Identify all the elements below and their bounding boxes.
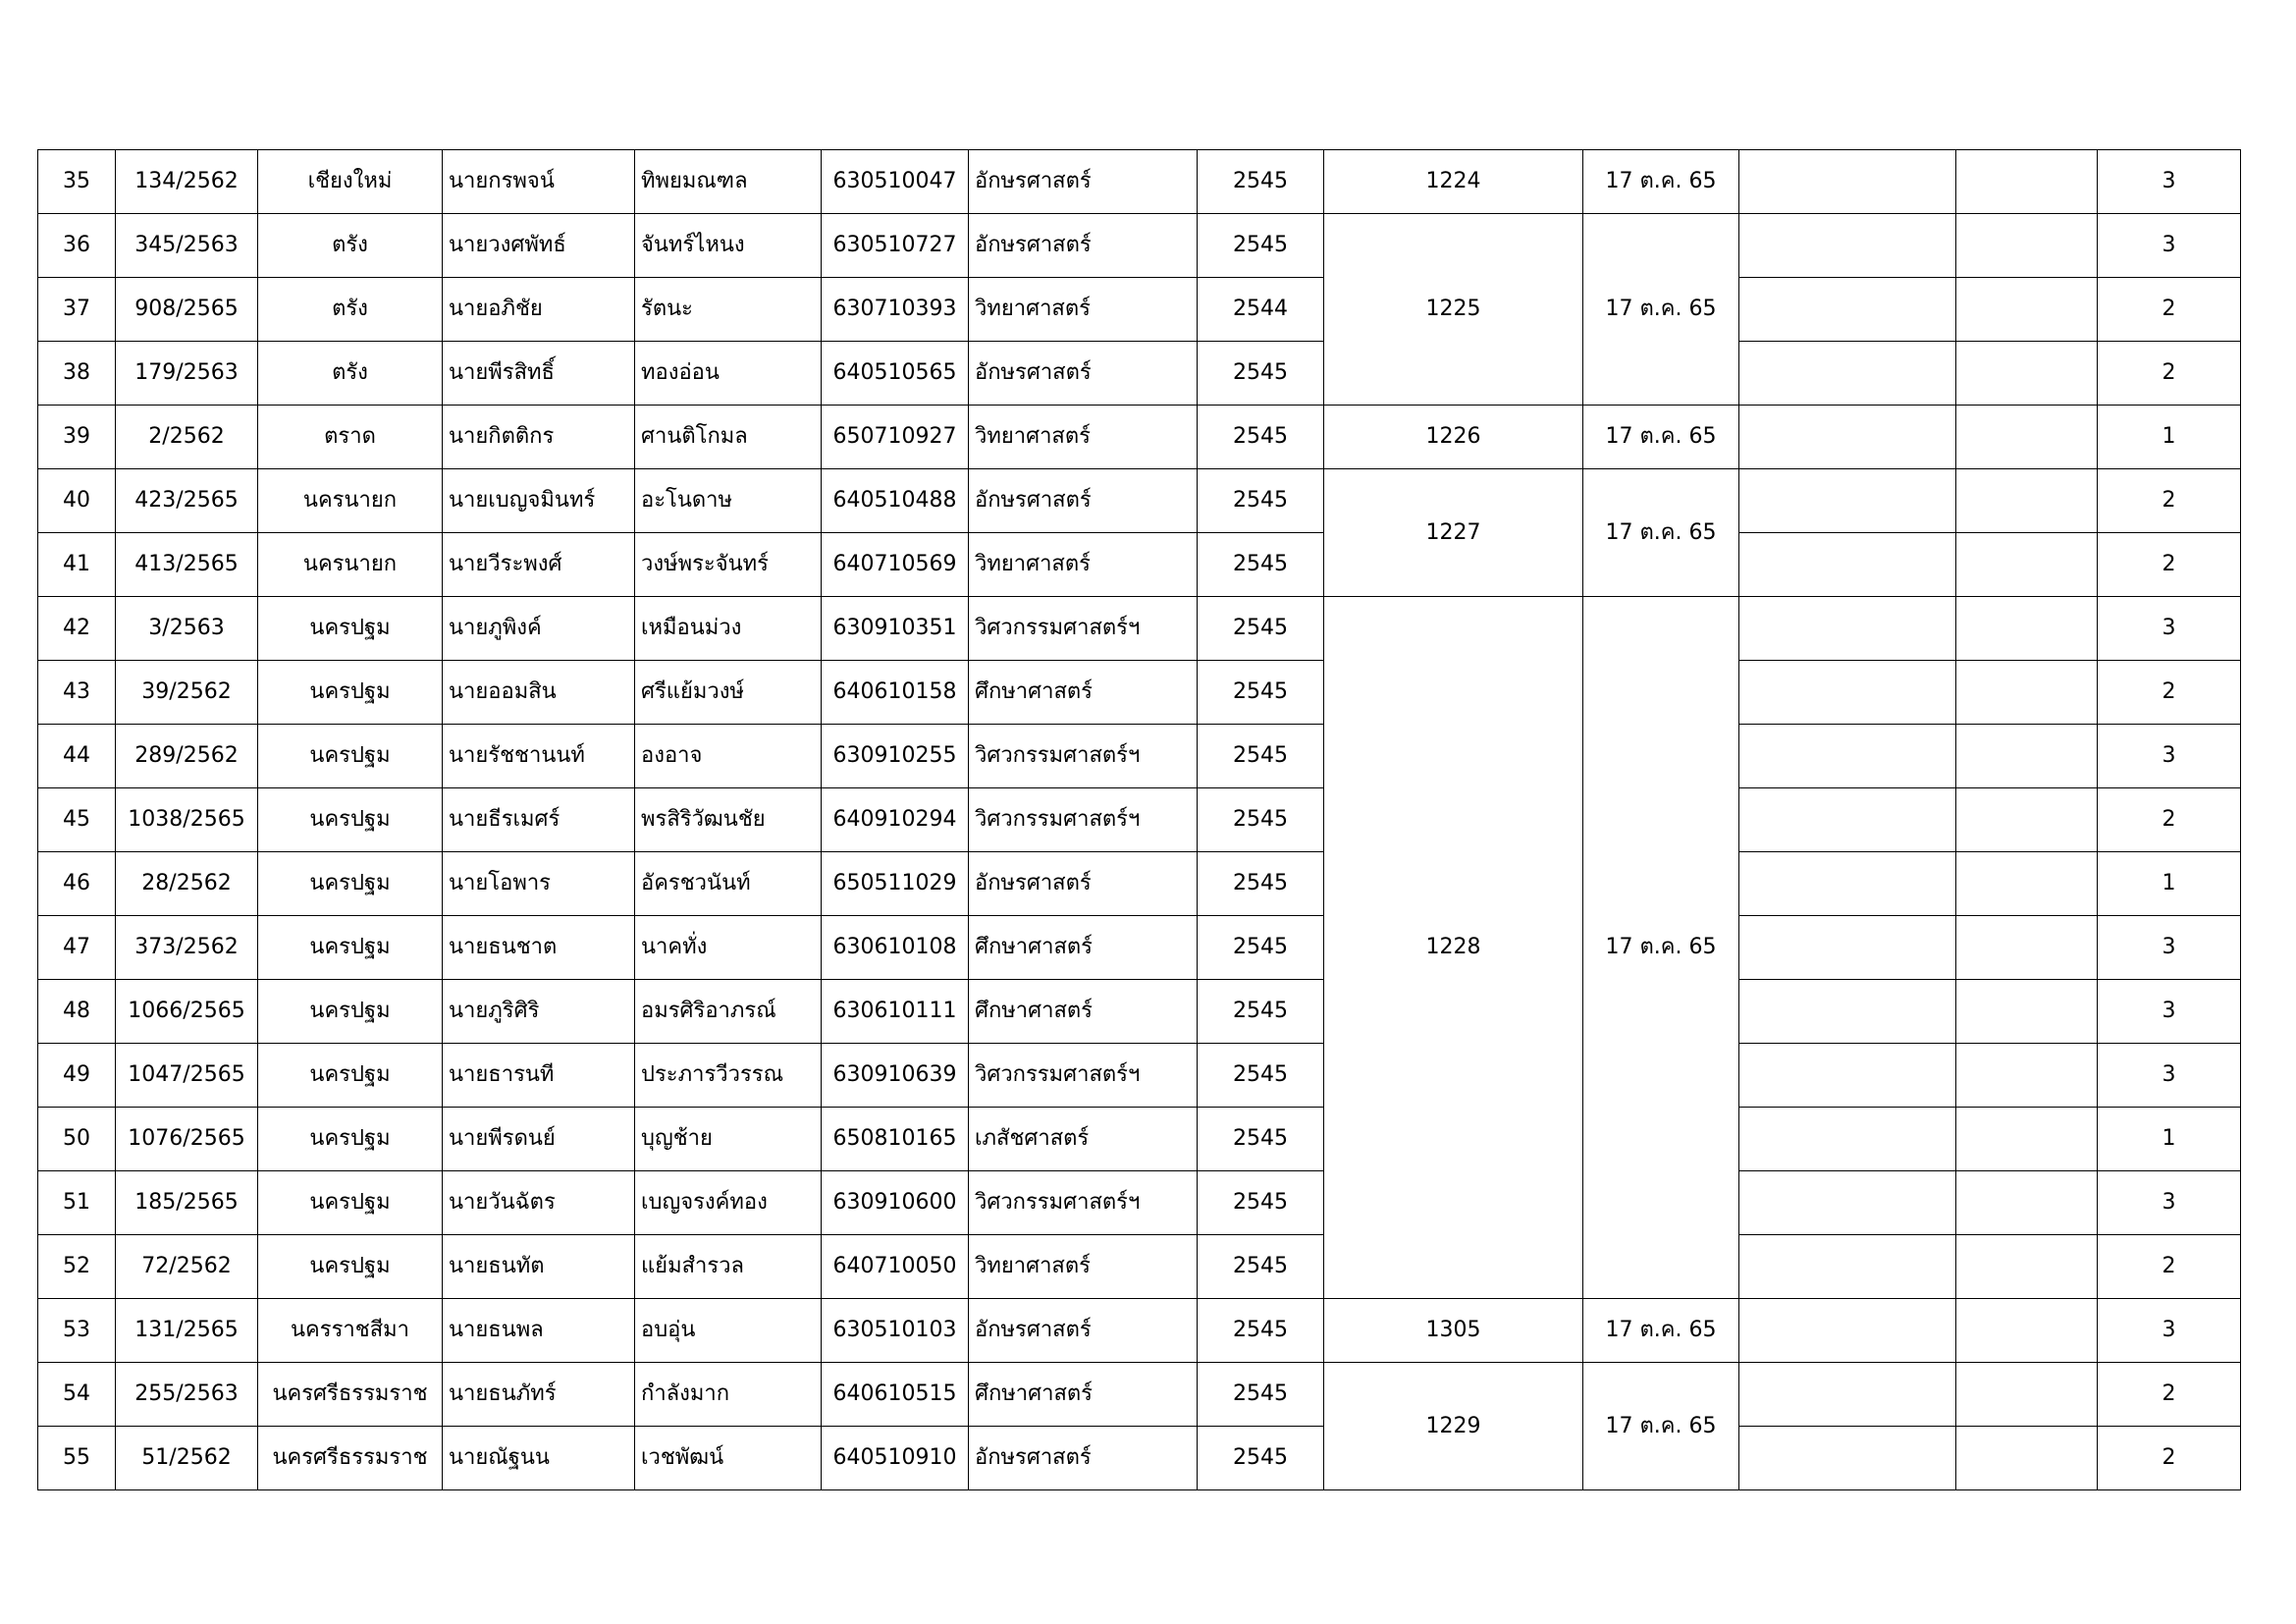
cell-blank-1 [1739,1108,1956,1171]
cell-last-name: บุญช้าย [635,1108,822,1171]
cell-date: 17 ต.ค. 65 [1583,597,1739,1299]
cell-province: นครราชสีมา [258,1299,443,1363]
table-body [38,150,2241,1490]
cell-student-id: 630910639 [822,1044,969,1108]
cell-number: 43 [38,661,116,725]
cell-province: นครนายก [258,533,443,597]
cell-birth-year: 2545 [1198,788,1324,852]
cell-province: นครศรีธรรมราช [258,1427,443,1490]
cell-blank-1 [1739,661,1956,725]
cell-reference: 908/2565 [116,278,258,342]
cell-reference: 1038/2565 [116,788,258,852]
cell-reference: 28/2562 [116,852,258,916]
cell-faculty: ศึกษาศาสตร์ [969,980,1198,1044]
cell-date: 17 ต.ค. 65 [1583,1299,1739,1363]
cell-reference: 185/2565 [116,1171,258,1235]
cell-student-id: 640610158 [822,661,969,725]
cell-number: 38 [38,342,116,406]
cell-faculty: วิทยาศาสตร์ [969,533,1198,597]
table-row [38,469,2241,533]
cell-reference: 39/2562 [116,661,258,725]
cell-province: นครปฐม [258,661,443,725]
cell-blank-2 [1956,980,2098,1044]
cell-faculty: วิศวกรรมศาสตร์ฯ [969,788,1198,852]
cell-last-name: เวชพัฒน์ [635,1427,822,1490]
cell-student-id: 650511029 [822,852,969,916]
cell-student-id: 630510047 [822,150,969,214]
table-row [38,852,2241,916]
cell-faculty: วิศวกรรมศาสตร์ฯ [969,1044,1198,1108]
cell-blank-1 [1739,788,1956,852]
cell-number: 54 [38,1363,116,1427]
cell-blank-2 [1956,852,2098,916]
cell-last-name: อะโนดาษ [635,469,822,533]
cell-date: 17 ต.ค. 65 [1583,469,1739,597]
cell-count: 2 [2098,1235,2241,1299]
cell-first-name: นายอภิชัย [443,278,635,342]
cell-student-id: 640510910 [822,1427,969,1490]
cell-student-id: 630910351 [822,597,969,661]
cell-reference: 289/2562 [116,725,258,788]
cell-count: 1 [2098,1108,2241,1171]
cell-student-id: 630910255 [822,725,969,788]
cell-province: นครปฐม [258,725,443,788]
table-row [38,725,2241,788]
cell-count: 2 [2098,533,2241,597]
cell-faculty: อักษรศาสตร์ [969,1427,1198,1490]
cell-last-name: อมรศิริอาภรณ์ [635,980,822,1044]
cell-faculty: ศึกษาศาสตร์ [969,1363,1198,1427]
cell-first-name: นายธนภัทร์ [443,1363,635,1427]
cell-province: ตรัง [258,278,443,342]
cell-student-id: 630610108 [822,916,969,980]
cell-faculty: ศึกษาศาสตร์ [969,661,1198,725]
cell-unit-number: 1224 [1324,150,1583,214]
cell-birth-year: 2545 [1198,1235,1324,1299]
cell-number: 46 [38,852,116,916]
cell-number: 45 [38,788,116,852]
table-row [38,150,2241,214]
cell-blank-1 [1739,1044,1956,1108]
cell-student-id: 630710393 [822,278,969,342]
cell-reference: 72/2562 [116,1235,258,1299]
cell-date: 17 ต.ค. 65 [1583,150,1739,214]
cell-count: 2 [2098,469,2241,533]
student-table [37,149,2241,1490]
cell-birth-year: 2545 [1198,1108,1324,1171]
cell-count: 2 [2098,661,2241,725]
cell-number: 55 [38,1427,116,1490]
cell-first-name: นายโอพาร [443,852,635,916]
cell-blank-1 [1739,916,1956,980]
cell-blank-1 [1739,469,1956,533]
cell-unit-number: 1225 [1324,214,1583,406]
cell-count: 2 [2098,1363,2241,1427]
cell-reference: 2/2562 [116,406,258,469]
cell-province: นครปฐม [258,1235,443,1299]
table-row [38,278,2241,342]
cell-number: 41 [38,533,116,597]
table-row [38,533,2241,597]
cell-faculty: วิศวกรรมศาสตร์ฯ [969,725,1198,788]
cell-last-name: ทิพยมณฑล [635,150,822,214]
cell-birth-year: 2545 [1198,661,1324,725]
cell-birth-year: 2545 [1198,150,1324,214]
cell-student-id: 640710569 [822,533,969,597]
cell-number: 36 [38,214,116,278]
cell-faculty: วิทยาศาสตร์ [969,1235,1198,1299]
cell-first-name: นายภูพิงค์ [443,597,635,661]
cell-birth-year: 2545 [1198,469,1324,533]
cell-blank-1 [1739,852,1956,916]
cell-last-name: องอาจ [635,725,822,788]
cell-blank-2 [1956,1108,2098,1171]
cell-blank-1 [1739,406,1956,469]
cell-first-name: นายเบญจมินทร์ [443,469,635,533]
cell-birth-year: 2545 [1198,533,1324,597]
cell-blank-2 [1956,533,2098,597]
cell-count: 3 [2098,1171,2241,1235]
cell-blank-2 [1956,916,2098,980]
cell-province: นครปฐม [258,852,443,916]
cell-last-name: ศรีแย้มวงษ์ [635,661,822,725]
cell-blank-2 [1956,1299,2098,1363]
cell-count: 3 [2098,916,2241,980]
cell-unit-number: 1227 [1324,469,1583,597]
cell-last-name: รัตนะ [635,278,822,342]
cell-number: 44 [38,725,116,788]
cell-reference: 1066/2565 [116,980,258,1044]
cell-number: 50 [38,1108,116,1171]
cell-date: 17 ต.ค. 65 [1583,1363,1739,1490]
cell-blank-2 [1956,1235,2098,1299]
cell-first-name: นายธารนที [443,1044,635,1108]
cell-student-id: 640610515 [822,1363,969,1427]
cell-reference: 373/2562 [116,916,258,980]
cell-last-name: วงษ์พระจันทร์ [635,533,822,597]
cell-faculty: ศึกษาศาสตร์ [969,916,1198,980]
cell-count: 3 [2098,150,2241,214]
cell-reference: 255/2563 [116,1363,258,1427]
cell-birth-year: 2545 [1198,725,1324,788]
cell-blank-2 [1956,342,2098,406]
cell-date: 17 ต.ค. 65 [1583,406,1739,469]
cell-student-id: 640710050 [822,1235,969,1299]
cell-birth-year: 2545 [1198,1044,1324,1108]
table-row [38,1235,2241,1299]
cell-last-name: อัครชวนันท์ [635,852,822,916]
cell-province: เชียงใหม่ [258,150,443,214]
cell-blank-1 [1739,533,1956,597]
cell-blank-1 [1739,278,1956,342]
cell-faculty: เภสัชศาสตร์ [969,1108,1198,1171]
cell-faculty: อักษรศาสตร์ [969,1299,1198,1363]
cell-blank-2 [1956,406,2098,469]
cell-faculty: วิศวกรรมศาสตร์ฯ [969,1171,1198,1235]
table-row [38,1427,2241,1490]
cell-blank-1 [1739,980,1956,1044]
cell-reference: 131/2565 [116,1299,258,1363]
cell-last-name: อบอุ่น [635,1299,822,1363]
cell-date: 17 ต.ค. 65 [1583,214,1739,406]
cell-first-name: นายพีรดนย์ [443,1108,635,1171]
cell-reference: 1076/2565 [116,1108,258,1171]
cell-number: 52 [38,1235,116,1299]
cell-faculty: วิทยาศาสตร์ [969,278,1198,342]
cell-birth-year: 2545 [1198,1427,1324,1490]
cell-student-id: 630510103 [822,1299,969,1363]
cell-blank-2 [1956,469,2098,533]
cell-first-name: นายธีรเมศร์ [443,788,635,852]
cell-faculty: อักษรศาสตร์ [969,342,1198,406]
cell-faculty: อักษรศาสตร์ [969,469,1198,533]
cell-birth-year: 2545 [1198,406,1324,469]
cell-number: 42 [38,597,116,661]
cell-birth-year: 2545 [1198,214,1324,278]
cell-last-name: จันทร์ไหนง [635,214,822,278]
cell-blank-2 [1956,661,2098,725]
cell-birth-year: 2545 [1198,916,1324,980]
cell-blank-2 [1956,150,2098,214]
cell-blank-1 [1739,1171,1956,1235]
cell-reference: 1047/2565 [116,1044,258,1108]
cell-count: 2 [2098,788,2241,852]
cell-student-id: 630510727 [822,214,969,278]
cell-reference: 345/2563 [116,214,258,278]
cell-faculty: อักษรศาสตร์ [969,214,1198,278]
cell-blank-2 [1956,788,2098,852]
cell-student-id: 630610111 [822,980,969,1044]
cell-province: ตรัง [258,214,443,278]
table-row [38,1363,2241,1427]
cell-faculty: อักษรศาสตร์ [969,150,1198,214]
cell-count: 3 [2098,1299,2241,1363]
cell-reference: 134/2562 [116,150,258,214]
cell-blank-1 [1739,214,1956,278]
cell-faculty: วิทยาศาสตร์ [969,406,1198,469]
cell-count: 3 [2098,214,2241,278]
cell-birth-year: 2545 [1198,1363,1324,1427]
cell-first-name: นายณัฐนน [443,1427,635,1490]
cell-first-name: นายวงศพัทธ์ [443,214,635,278]
cell-reference: 3/2563 [116,597,258,661]
cell-blank-1 [1739,150,1956,214]
cell-first-name: นายพีรสิทธิ์ [443,342,635,406]
cell-blank-1 [1739,725,1956,788]
cell-number: 53 [38,1299,116,1363]
cell-unit-number: 1305 [1324,1299,1583,1363]
cell-blank-2 [1956,278,2098,342]
cell-blank-1 [1739,342,1956,406]
cell-first-name: นายกรพจน์ [443,150,635,214]
cell-blank-1 [1739,597,1956,661]
table-row [38,406,2241,469]
cell-count: 1 [2098,406,2241,469]
table-row [38,788,2241,852]
cell-student-id: 640510565 [822,342,969,406]
cell-first-name: นายรัชชานนท์ [443,725,635,788]
cell-count: 2 [2098,278,2241,342]
cell-province: นครปฐม [258,597,443,661]
cell-number: 35 [38,150,116,214]
cell-number: 48 [38,980,116,1044]
cell-blank-2 [1956,1427,2098,1490]
cell-province: นครปฐม [258,916,443,980]
cell-reference: 413/2565 [116,533,258,597]
table-row [38,980,2241,1044]
cell-province: นครปฐม [258,1108,443,1171]
cell-first-name: นายธนพล [443,1299,635,1363]
cell-student-id: 650710927 [822,406,969,469]
cell-number: 37 [38,278,116,342]
cell-unit-number: 1229 [1324,1363,1583,1490]
cell-birth-year: 2545 [1198,1171,1324,1235]
table-row [38,597,2241,661]
cell-first-name: นายวันฉัตร [443,1171,635,1235]
cell-student-id: 640510488 [822,469,969,533]
cell-blank-1 [1739,1427,1956,1490]
cell-count: 1 [2098,852,2241,916]
table-row [38,1108,2241,1171]
table-row [38,342,2241,406]
cell-province: นครปฐม [258,788,443,852]
cell-number: 47 [38,916,116,980]
cell-blank-2 [1956,1171,2098,1235]
cell-number: 51 [38,1171,116,1235]
cell-faculty: วิศวกรรมศาสตร์ฯ [969,597,1198,661]
table-row [38,916,2241,980]
table-row [38,661,2241,725]
cell-reference: 51/2562 [116,1427,258,1490]
cell-first-name: นายออมสิน [443,661,635,725]
cell-count: 2 [2098,342,2241,406]
cell-blank-2 [1956,597,2098,661]
cell-first-name: นายธนชาต [443,916,635,980]
cell-student-id: 640910294 [822,788,969,852]
cell-birth-year: 2545 [1198,597,1324,661]
cell-first-name: นายธนทัต [443,1235,635,1299]
cell-count: 2 [2098,1427,2241,1490]
cell-first-name: นายกิตติกร [443,406,635,469]
cell-blank-2 [1956,1044,2098,1108]
cell-province: นครปฐม [258,1171,443,1235]
cell-blank-1 [1739,1235,1956,1299]
cell-birth-year: 2545 [1198,342,1324,406]
cell-birth-year: 2545 [1198,1299,1324,1363]
cell-blank-2 [1956,725,2098,788]
table-row [38,1299,2241,1363]
cell-province: นครนายก [258,469,443,533]
cell-faculty: อักษรศาสตร์ [969,852,1198,916]
cell-last-name: นาคทั่ง [635,916,822,980]
cell-province: นครปฐม [258,980,443,1044]
cell-last-name: พรสิริวัฒนชัย [635,788,822,852]
cell-last-name: ประภารวีวรรณ [635,1044,822,1108]
cell-number: 39 [38,406,116,469]
cell-student-id: 650810165 [822,1108,969,1171]
cell-last-name: ศานติโกมล [635,406,822,469]
cell-last-name: กำลังมาก [635,1363,822,1427]
cell-last-name: ทองอ่อน [635,342,822,406]
cell-reference: 423/2565 [116,469,258,533]
cell-province: ตรัง [258,342,443,406]
cell-birth-year: 2545 [1198,852,1324,916]
cell-blank-1 [1739,1299,1956,1363]
cell-birth-year: 2545 [1198,980,1324,1044]
cell-last-name: เหมือนม่วง [635,597,822,661]
cell-count: 3 [2098,1044,2241,1108]
cell-blank-2 [1956,1363,2098,1427]
table-row [38,1044,2241,1108]
cell-count: 3 [2098,980,2241,1044]
cell-province: ตราด [258,406,443,469]
cell-blank-2 [1956,214,2098,278]
cell-count: 3 [2098,597,2241,661]
cell-student-id: 630910600 [822,1171,969,1235]
cell-last-name: เบญจรงค์ทอง [635,1171,822,1235]
cell-unit-number: 1226 [1324,406,1583,469]
table-row [38,214,2241,278]
cell-birth-year: 2544 [1198,278,1324,342]
cell-first-name: นายภูริศิริ [443,980,635,1044]
cell-number: 40 [38,469,116,533]
cell-unit-number: 1228 [1324,597,1583,1299]
cell-count: 3 [2098,725,2241,788]
cell-province: นครปฐม [258,1044,443,1108]
cell-first-name: นายวีระพงศ์ [443,533,635,597]
cell-reference: 179/2563 [116,342,258,406]
cell-number: 49 [38,1044,116,1108]
cell-province: นครศรีธรรมราช [258,1363,443,1427]
cell-last-name: แย้มสำรวล [635,1235,822,1299]
cell-blank-1 [1739,1363,1956,1427]
table-row [38,1171,2241,1235]
